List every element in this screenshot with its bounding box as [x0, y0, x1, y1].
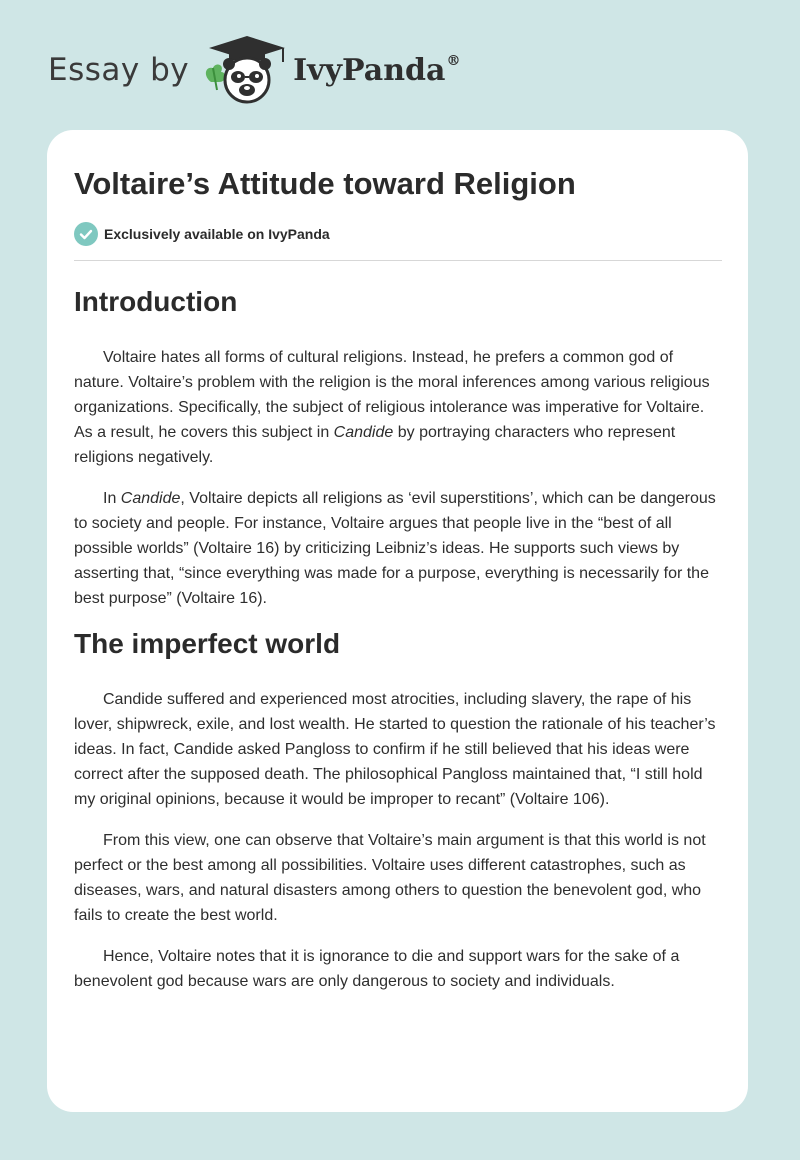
divider — [74, 260, 722, 261]
section-introduction — [74, 285, 722, 611]
paragraph: From this view, one can observe that Voltaire’s main argument is that this world is not perfect or the best among all possibilities. Voltaire uses different catastrophes, such as diseases, wars, and natural disasters among others to question the benevolent god, who fails to create the best world. — [74, 832, 706, 924]
check-circle-icon — [74, 222, 98, 246]
registered-mark: ® — [446, 52, 461, 69]
paragraph: Voltaire hates all forms of cultural religions. Instead, he prefers a common god of nature. Voltaire’s problem with the religion is the moral inferences among various religious organizations. Specifically, the subject of religious intolerance was imperative for Voltaire. As a result, he covers this subject in Candide by portraying characters who represent religions negatively. — [74, 349, 710, 466]
exclusive-badge-text: Exclusively available on IvyPanda — [104, 226, 330, 242]
section-imperfect-world — [74, 627, 722, 994]
ivy-leaf-icon — [206, 65, 225, 90]
panda-graduate-icon[interactable] — [199, 32, 291, 108]
brand-name: IvyPanda® — [293, 52, 461, 88]
site-header — [48, 32, 460, 108]
paragraph: Candide suffered and experienced most atrocities, including slavery, the rape of his lover, shipwreck, exile, and lost wealth. He started to question the rationale of his teacher’s ideas. In fact, Candide asked Pangloss to confirm if he still believed that his ideas were correct after the supposed death. The philosophical Pangloss maintained that, “I still hold my original opinions, because it would be improper to recant” (Voltaire 106). — [74, 691, 716, 808]
essay-card — [47, 130, 748, 1112]
paragraph: Hence, Voltaire notes that it is ignorance to die and support wars for the sake of a benevolent god because wars are only dangerous to society and individuals. — [74, 948, 680, 990]
essay-by-label: Essay by — [48, 52, 190, 88]
section-heading: The imperfect world — [74, 628, 341, 659]
paragraph: In Candide, Voltaire depicts all religions as ‘evil superstitions’, which can be dangerous to society and people. For instance, Voltaire argues that people live in the “best of all possible worlds” (Voltaire 16) by criticizing Leibniz’s ideas. He supports such views by asserting that, “since everything was made for a purpose, everything is necessarily for the best purpose” (Voltaire 16). — [74, 490, 716, 607]
section-heading: Introduction — [74, 286, 238, 317]
essay-title: Voltaire’s Attitude toward Religion — [74, 166, 576, 201]
exclusive-badge — [74, 222, 722, 246]
